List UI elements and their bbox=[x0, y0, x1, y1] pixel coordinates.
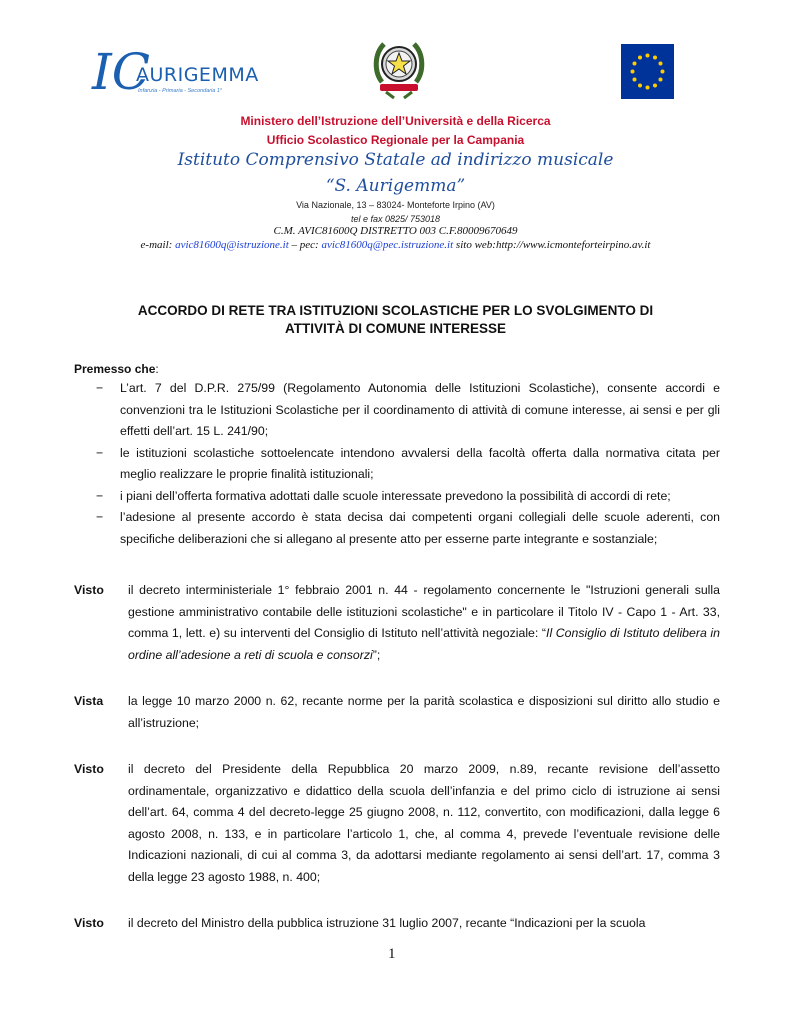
dash-marker: − bbox=[96, 381, 104, 395]
header-logos bbox=[0, 36, 791, 106]
list-item-text: l’adesione al presente accordo è stata decisa dai competenti organi collegiali delle scuole aderenti, con specifiche deliberazioni che si allegano al presente atto per esserne parte integrante e sostanziale; bbox=[120, 510, 720, 546]
regional-office: Ufficio Scolastico Regionale per la Campania bbox=[266, 133, 525, 147]
list-item bbox=[74, 378, 720, 443]
website-text: sito web:http://www.icmonteforteirpino.av.it bbox=[453, 239, 651, 251]
clause-visto-2 bbox=[74, 759, 720, 888]
list-item-text: le istituzioni scolastiche sottoelencate intendono avvalersi della facoltà offerta dalla normativa citata per meglio realizzare le proprie finalità istituzionali; bbox=[120, 445, 720, 481]
list-item bbox=[74, 443, 720, 486]
clause-label: Vista bbox=[74, 694, 104, 708]
school-logo-tagline: Infanzia - Primaria - Secondaria 1° bbox=[138, 88, 223, 94]
dash-marker: − bbox=[96, 510, 104, 524]
institute-name: Istituto Comprensivo Statale ad indirizzo musicale bbox=[177, 150, 614, 170]
italian-republic-emblem-icon bbox=[372, 36, 426, 100]
clause-text-end: ”; bbox=[372, 647, 381, 662]
premesso-colon: : bbox=[155, 362, 159, 376]
clause-label: Visto bbox=[74, 583, 104, 597]
school-logo-ic: IC bbox=[92, 43, 151, 101]
school-codes: C.M. AVIC81600Q DISTRETTO 003 C.F.80009670649 bbox=[273, 225, 518, 237]
email-label: e-mail: bbox=[140, 239, 176, 251]
clause-vista bbox=[74, 691, 720, 734]
clause-visto-1 bbox=[74, 580, 720, 666]
dash-marker: − bbox=[96, 488, 104, 503]
list-item bbox=[74, 486, 720, 508]
school-logo bbox=[92, 43, 282, 101]
dash-marker: − bbox=[96, 445, 104, 460]
document-title-line1: ACCORDO DI RETE TRA ISTITUZIONI SCOLASTICHE PER LO SVOLGIMENTO DI bbox=[137, 303, 654, 318]
premesso-list bbox=[74, 378, 720, 550]
page-number: 1 bbox=[388, 946, 396, 962]
school-name: “S. Aurigemma” bbox=[325, 176, 466, 196]
clause-text: la legge 10 marzo 2000 n. 62, recante norme per la parità scolastica e disposizioni sul diritto allo studio e all’istruzione; bbox=[128, 694, 720, 730]
contact-line bbox=[0, 239, 791, 251]
clause-text bbox=[128, 580, 720, 666]
clause-text-main: il decreto interministeriale 1° febbraio 2001 n. 44 - regolamento concernente le "Istruzioni generali sulla gestione amministrativo contabile delle istituzioni scolastiche" e in particolare il Titolo IV - Capo 1 - Art. 33, comma 1, lett. e) su interventi del Consiglio di Istituto nell’attività negoziale: “ bbox=[128, 583, 720, 640]
clause-text: il decreto del Ministro della pubblica istruzione 31 luglio 2007, recante “Indicazioni per la scuola bbox=[128, 916, 646, 930]
document-title-line2: ATTIVITÀ DI COMUNE INTERESSE bbox=[284, 321, 506, 336]
email-link[interactable]: avic81600q@istruzione.it bbox=[175, 239, 289, 251]
school-address: Via Nazionale, 13 – 83024- Monteforte Irpino (AV) bbox=[296, 200, 495, 210]
clause-label: Visto bbox=[74, 762, 104, 776]
list-item-text: i piani dell’offerta formativa adottati dalle scuole interessate prevedono la possibilità di accordi di rete; bbox=[120, 488, 671, 503]
clause-text-italic: Il Consiglio di Istituto delibera in ordine all’adesione a reti di scuola e consorzi bbox=[128, 626, 720, 662]
clause-visto-3 bbox=[74, 913, 720, 935]
pec-label: – pec: bbox=[288, 239, 322, 251]
pec-link[interactable]: avic81600q@pec.istruzione.it bbox=[321, 239, 454, 251]
clause-label: Visto bbox=[74, 916, 104, 930]
eu-flag-icon bbox=[621, 44, 674, 99]
school-phone: tel e fax 0825/ 753018 bbox=[350, 214, 441, 224]
list-item bbox=[74, 507, 720, 550]
ministry-name: Ministero dell’Istruzione dell’Università e della Ricerca bbox=[240, 114, 551, 128]
premesso-label: Premesso che bbox=[74, 362, 156, 376]
list-item-text: L’art. 7 del D.P.R. 275/99 (Regolamento Autonomia delle Istituzioni Scolastiche), consente accordi e convenzioni tra le Istituzioni Scolastiche per il coordinamento di attività di comune interesse, ai sensi e per gli effetti dell’art. 15 L. 241/90; bbox=[120, 381, 720, 438]
clause-text: il decreto del Presidente della Repubblica 20 marzo 2009, n.89, recante revisione dell’assetto ordinamentale, organizzativo e didattico della scuola dell’infanzia e del primo ciclo di istruzione ai sensi dell’art. 64, comma 4 del decreto-legge 25 giugno 2008, n. 112, convertito, con modificazioni, dalla legge 6 agosto 2008, n. 133, e in particolare l’articolo 1, che, al comma 4, prevede l’eventuale revisione delle Indicazioni nazionali, di cui al comma 3, da adottarsi mediante regolamento ai sensi dell’art. 17, comma 3 della legge 23 agosto 1988, n. 400; bbox=[128, 762, 720, 884]
premesso-heading bbox=[74, 362, 159, 376]
school-logo-name: AURIGEMMA bbox=[136, 64, 259, 86]
